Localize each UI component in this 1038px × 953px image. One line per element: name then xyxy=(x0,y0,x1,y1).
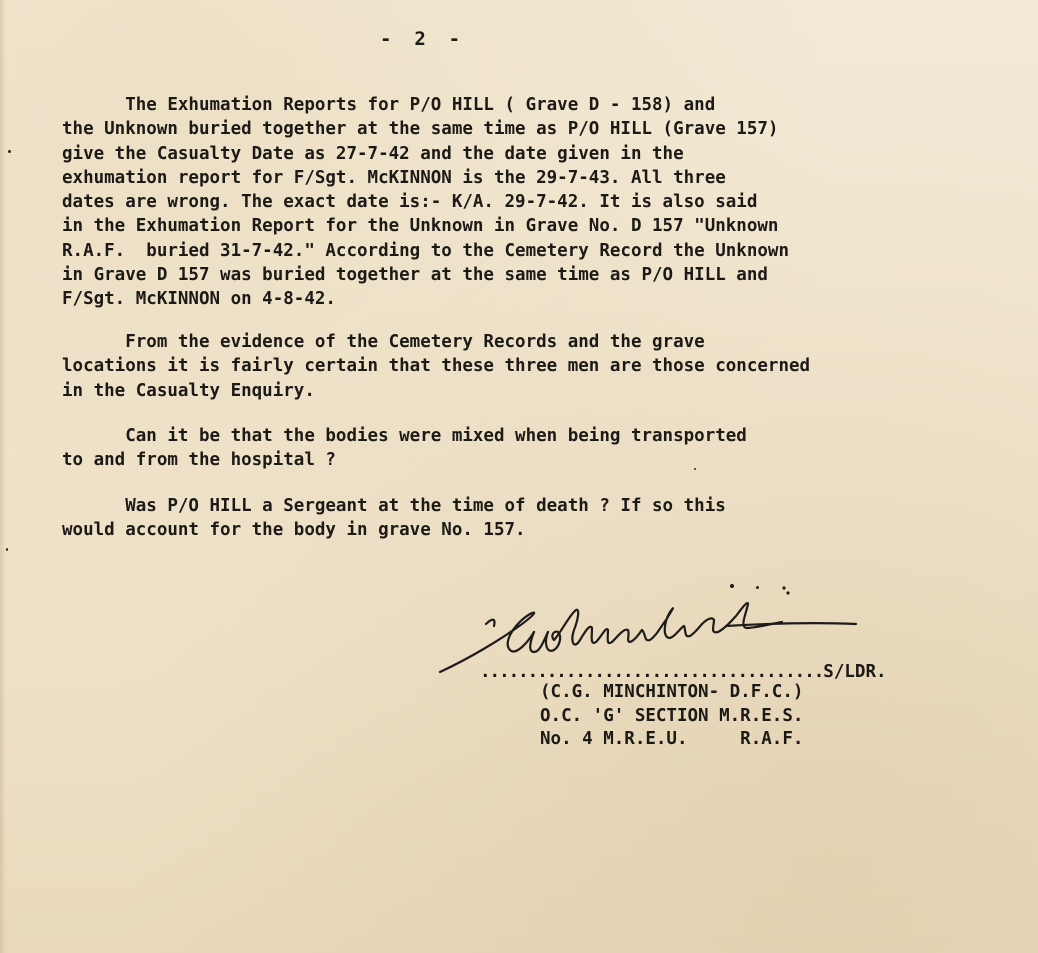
text-line: give the Casualty Date as 27-7-42 and the date given in the xyxy=(62,143,684,164)
signatory-title: O.C. 'G' SECTION M.R.E.S. xyxy=(540,705,804,726)
text-line: Can it be that the bodies were mixed when being transported xyxy=(62,426,747,446)
text-line: exhumation report for F/Sgt. McKINNON is the 29-7-43. All three xyxy=(62,167,726,188)
dotted-line: .................................... xyxy=(480,662,824,682)
text-line: R.A.F. buried 31-7-42." According to the Cemetery Record the Unknown xyxy=(62,240,789,261)
paper-speck xyxy=(756,586,759,589)
paper-speck xyxy=(8,150,11,153)
text-line: would account for the body in grave No. 157. xyxy=(62,520,526,541)
paragraph-2 xyxy=(62,330,810,403)
signatory-name: (C.G. MINCHINTON- D.F.C.) xyxy=(540,682,804,702)
paper-speck xyxy=(694,468,696,470)
text-line: to and from the hospital ? xyxy=(62,450,336,471)
paragraph-4 xyxy=(62,494,726,543)
text-line: F/Sgt. McKINNON on 4-8-42. xyxy=(62,289,336,310)
signature-block xyxy=(430,580,950,760)
rank-suffix: S/LDR. xyxy=(823,662,887,682)
paper-edge xyxy=(0,0,6,953)
text-line: in the Casualty Enquiry. xyxy=(62,380,315,401)
text-line: in the Exhumation Report for the Unknown in Grave No. D 157 "Unknown xyxy=(62,216,779,237)
text-line: The Exhumation Reports for P/O HILL ( Grave D - 158) and xyxy=(62,95,716,115)
paper-speck xyxy=(6,548,8,551)
text-line: in Grave D 157 was buried together at the same time as P/O HILL and xyxy=(62,265,768,286)
paragraph-1 xyxy=(62,93,789,312)
text-line: locations it is fairly certain that these three men are those concerned xyxy=(62,356,811,377)
signature-line xyxy=(480,662,887,682)
text-line: the Unknown buried together at the same time as P/O HILL (Grave 157) xyxy=(62,119,779,140)
text-line: dates are wrong. The exact date is:- K/A. 29-7-42. It is also said xyxy=(62,192,758,213)
paragraph-3 xyxy=(62,424,747,473)
signatory-details xyxy=(540,681,803,752)
text-line: Was P/O HILL a Sergeant at the time of death ? If so this xyxy=(62,496,726,516)
page-number: - 2 - xyxy=(380,28,461,50)
text-line: From the evidence of the Cemetery Records and the grave xyxy=(62,332,705,352)
signatory-unit: No. 4 M.R.E.U. R.A.F. xyxy=(540,729,804,749)
